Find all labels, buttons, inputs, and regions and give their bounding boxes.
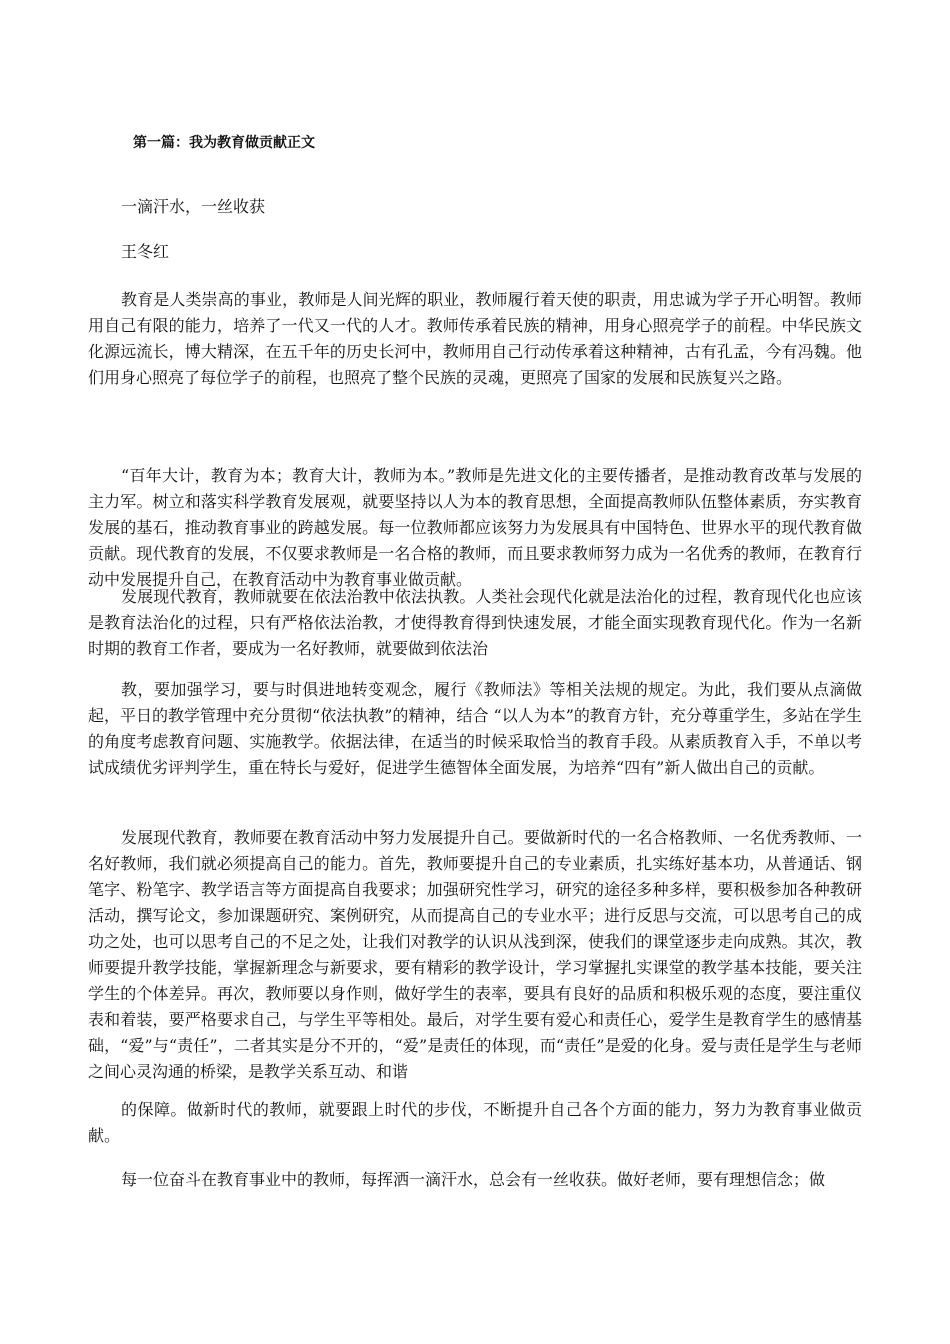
paragraph-2: “百年大计，教育为本；教育大计，教师为本。”教师是先进文化的主要传播者，是推动教育改革与发展的主力军。树立和落实科学教育发展观，就要坚持以人为本的教育思想，全面提高教师队伍整体素质，夯实教育发展的基石，推动教育事业的跨越发展。每一位教师都应该努力为发展具有中国特色、世界水平的现代教育做贡献。现代教育的发展，不仅要求教师是一名合格的教师，而且要求教师努力成为一名优秀的教师，在教育行动中发展提升自己，在教育活动中为教育事业做贡献。 bbox=[88, 466, 862, 589]
author-name: 王冬红 bbox=[121, 242, 170, 261]
paragraph-5: 发展现代教育，教师要在教育活动中努力发展提升自己。要做新时代的一名合格教师、一名优秀教师、一名好教师，我们就必须提高自己的能力。首先，教师要提升自己的专业素质，扎实练好基本功，从普通话、钢笔字、粉笔字、教学语言等方面提高自我要求；加强研究性学习，研究的途径多种多样，要积极参加各种教研活动，撰写论文，参加课题研究、案例研究，从而提高自己的专业水平；进行反思与交流，可以思考自己的成功之处，也可以思考自己的不足之处，让我们对教学的认识从浅到深，使我们的课堂逐步走向成熟。其次，教师要提升教学技能，掌握新理念与新要求，要有精彩的教学设计，学习掌握扎实课堂的教学基本技能，要关注学生的个体差异。再次，教师要以身作则，做好学生的表率，要具有良好的品质和积极乐观的态度，要注重仪表和着装，要严格要求自己，与学生平等相处。最后，对学生要有爱心和责任心，爱学生是教育学生的感情基础，“爱”与“责任”，二者其实是分不开的，“爱”是责任的体现，而“责任”是爱的化身。爱与责任是学生与老师之间心灵沟通的桥梁，是教学关系互动、和谐 bbox=[88, 828, 862, 1081]
paragraph-7: 每一位奋斗在教育事业中的教师，每挥洒一滴汗水，总会有一丝收获。做好老师，要有理想信念；做 bbox=[121, 1170, 826, 1189]
paragraph-4: 教，要加强学习，要与时俱进地转变观念，履行《教师法》等相关法规的规定。为此，我们要从点滴做起，平日的教学管理中充分贯彻“依法执教”的精神，结合 “以人为本”的教育方针，充分尊重学生，多站在学生的角度考虑教育问题、实施教学。依据法律，在适当的时候采取恰当的教育手段。从素质教育入手，不单以考试成绩优劣评判学生，重在特长与爱好，促进学生德智体全面发展，为培养“四有”新人做出自己的贡献。 bbox=[88, 680, 862, 777]
document-subtitle: 一滴汗水，一丝收获 bbox=[121, 197, 266, 216]
paragraph-1: 教育是人类崇高的事业，教师是人间光辉的职业，教师履行着天使的职责，用忠诚为学子开心明智。教师用自己有限的能力，培养了一代又一代的人才。教师传承着民族的精神，用身心照亮学子的前程。中华民族文化源远流长，博大精深，在五千年的历史长河中，教师用自己行动传承着这种精神，古有孔孟，今有冯魏。他们用身心照亮了每位学子的前程，也照亮了整个民族的灵魂，更照亮了国家的发展和民族复兴之路。 bbox=[88, 290, 862, 387]
document-heading: 第一篇：我为教育做贡献正文 bbox=[133, 135, 315, 151]
paragraph-3: 发展现代教育，教师就要在依法治教中依法执教。人类社会现代化就是法治化的过程，教育现代化也应该是教育法治化的过程，只有严格依法治教，才使得教育得到快速发展，才能全面实现教育现代化。作为一名新时期的教育工作者，要成为一名好教师，就要做到依法治 bbox=[88, 587, 862, 658]
paragraph-6: 的保障。做新时代的教师，就要跟上时代的步伐，不断提升自己各个方面的能力，努力为教育事业做贡献。 bbox=[88, 1100, 862, 1145]
